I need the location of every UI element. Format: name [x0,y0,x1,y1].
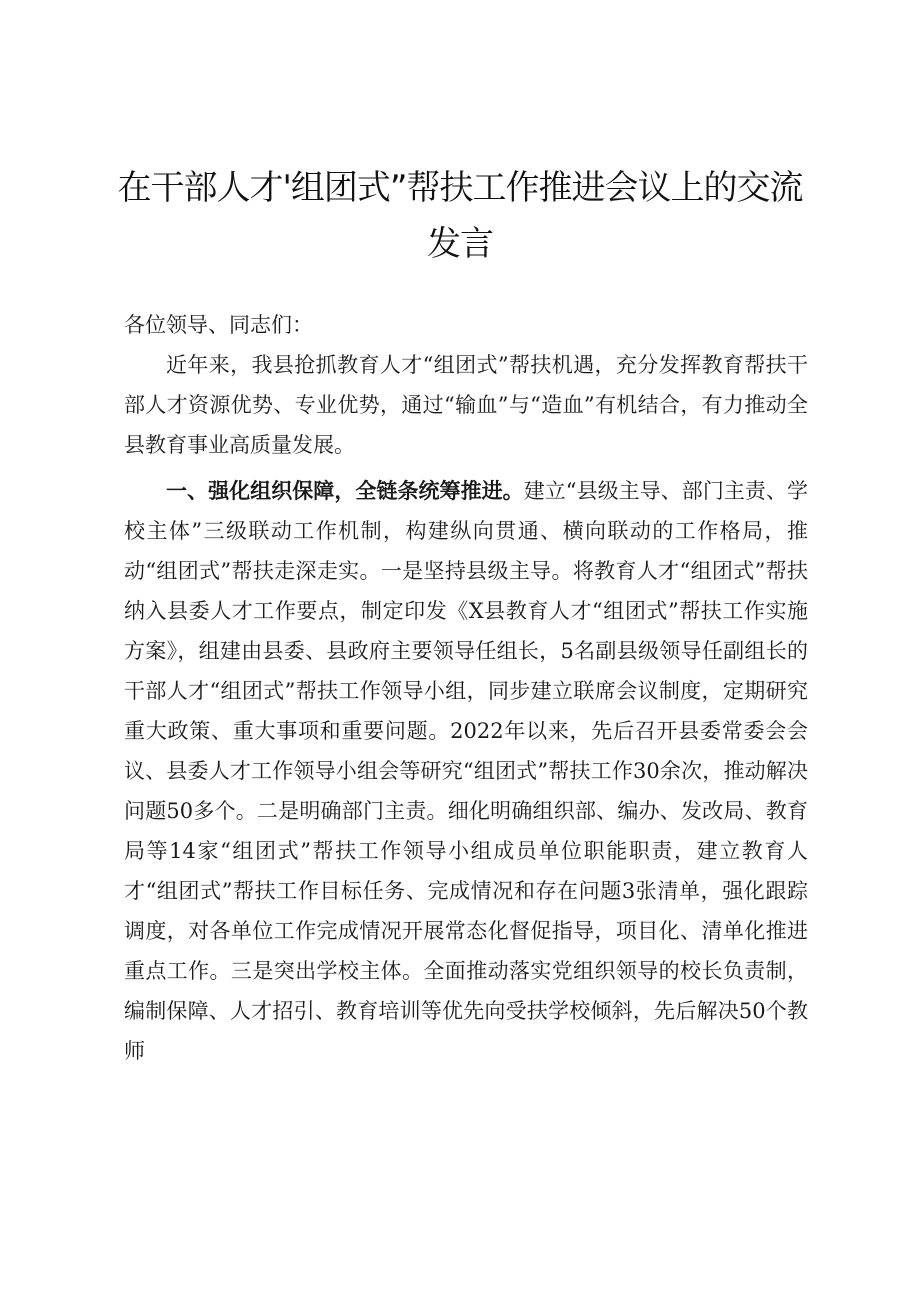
salutation: 各位领导、同志们： [124,313,313,337]
document-title: 在干部人才'组团式”帮扶工作推进会议上的交流发言 [117,168,803,264]
intro-paragraph: 近年来，我县抢抓教育人才“组团式”帮扶机遇，充分发挥教育帮扶干部人才资源优势、专业优势，通过“输血”与“造血”有机结合，有力推动全县教育事业高质量发展。 [124,353,808,457]
section-1-body: 建立“县级主导、部门主责、学校主体”三级联动工作机制，构建纵向贯通、横向联动的工作格局，推动“组团式”帮扶走深走实。一是坚持县级主导。将教育人才“组团式”帮扶纳入县委人才工作要点，制定印发《X县教育人才“组团式”帮扶工作实施方案》，组建由县委、县政府主要领导任组长，5名副县级领导任副组长的干部人才“组团式”帮扶工作领导小组，同步建立联席会议制度，定期研究重大政策、重大事项和重要问题。2022年以来，先后召开县委常委会会议、县委人才工作领导小组会等研究“组团式”帮扶工作30余次，推动解决问题50多个。二是明确部门主责。细化明确组织部、编办、发改局、教育局等14家“组团式”帮扶工作领导小组成员单位职能职责，建立教育人才“组团式”帮扶工作目标任务、完成情况和存在问题3张清单，强化跟踪调度，对各单位工作完成情况开展常态化督促指导，项目化、清单化推进重点工作。三是突出学校主体。全面推动落实党组织领导的校长负责制，编制保障、人才招引、教育培训等优先向受扶学校倾斜，先后解决50个教师 [124,479,808,1063]
section-1-heading: 一、强化组织保障，全链条统筹推进。 [166,479,524,503]
document-body [124,305,808,1071]
section-1-paragraph [124,471,808,1071]
